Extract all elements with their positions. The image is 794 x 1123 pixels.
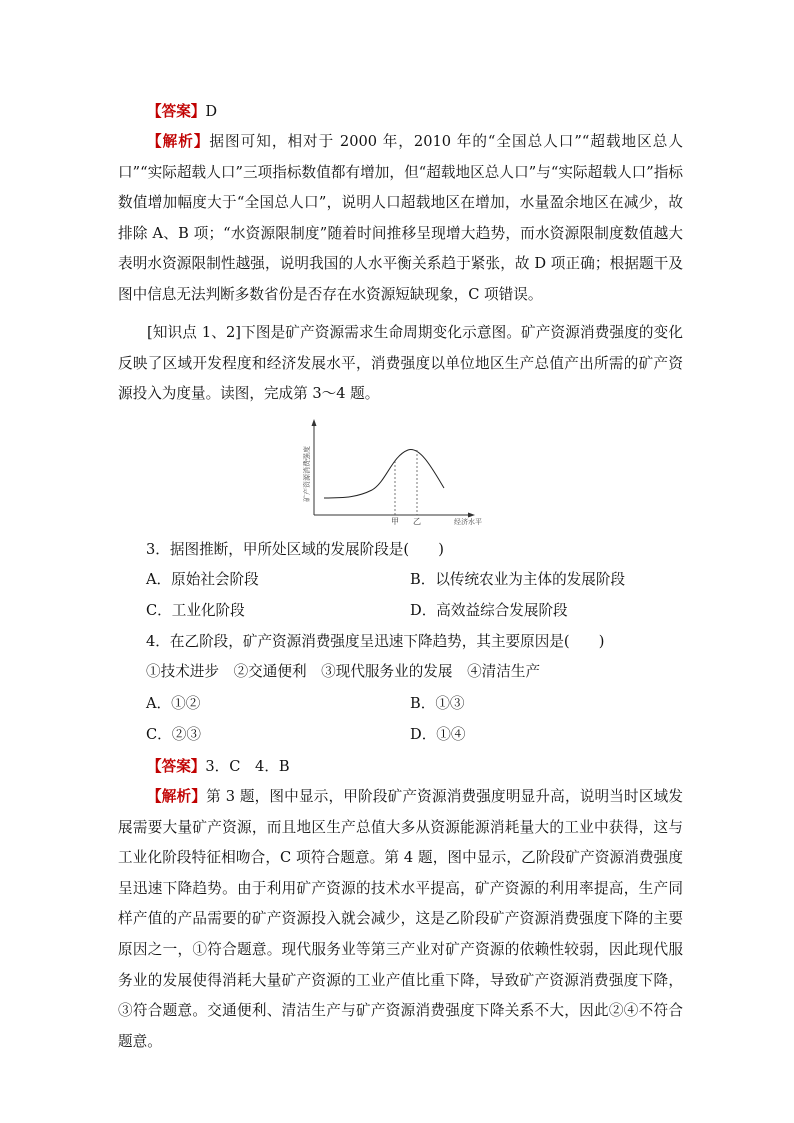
- option-c: C．②③: [146, 726, 201, 743]
- option-a: A．原始社会阶段: [146, 571, 259, 588]
- analysis-text: 据图可知，相对于 2000 年，2010 年的“全国总人口”“超载地区总人口”“实际超载人口”三项指标数值都有增加，但“超载地区总人口”与“实际超载人口”指标数值增加幅度大于“全国总人口”，说明人口超载地区在增加，水量盈余地区在减少，故排除 A、B 项；“水资源限制度”随着时间推移呈现增大趋势，而水资源限制度数值越大表明水资源限制性越强，说明我国的人水平衡关系趋于紧张，故 D 项正确；根据题干及图中信息无法判断多数省份是否存在水资源短缺现象，C 项错误。: [118, 133, 683, 303]
- question-3-options-row-2: [146, 596, 686, 626]
- mark-b-label: 乙: [413, 517, 421, 526]
- option-d: D．①④: [410, 726, 466, 743]
- analysis-tag: 【解析】: [147, 133, 210, 150]
- answer-tag: 【答案】: [147, 103, 206, 120]
- option-d: D．高效益综合发展阶段: [410, 602, 568, 619]
- y-axis-label: 矿产资源消费强度: [303, 446, 311, 502]
- answer-tag: 【答案】: [147, 758, 206, 775]
- x-axis-arrow-icon: [468, 513, 475, 518]
- question-4-options-row-2: [146, 720, 686, 750]
- question-4-items: ①技术进步 ②交通便利 ③现代服务业的发展 ④清洁生产: [146, 663, 541, 680]
- question-3-stem: 3．据图推断，甲所处区域的发展阶段是( ): [146, 541, 444, 558]
- answer-1: [118, 97, 683, 128]
- answer-text: 3．C 4．B: [205, 758, 290, 775]
- demand-curve: [324, 450, 444, 498]
- mark-a-label: 甲: [391, 517, 399, 526]
- answer-2: [118, 752, 683, 783]
- option-c: C．工业化阶段: [146, 602, 245, 619]
- option-a: A．①②: [146, 695, 201, 712]
- option-b: B．以传统农业为主体的发展阶段: [410, 571, 626, 588]
- x-axis-label: 经济水平: [454, 518, 482, 526]
- y-axis-arrow-icon: [312, 419, 317, 426]
- analysis-1: [118, 127, 683, 311]
- answer-text: D: [205, 103, 218, 120]
- option-b: B．①③: [410, 695, 465, 712]
- question-4-stem: 4．在乙阶段，矿产资源消费强度呈迅速下降趋势，其主要原因是( ): [146, 633, 605, 650]
- question-3-options-row-1: [146, 565, 686, 595]
- question-intro: [知识点 1、2]下图是矿产资源需求生命周期变化示意图。矿产资源消费强度的变化反映了区域开发程度和经济发展水平，消费强度以单位地区生产总值产出所需的矿产资源投入为度量。读图，完成第 3～4 题。: [118, 324, 683, 403]
- analysis-tag: 【解析】: [147, 788, 207, 805]
- analysis-2: [118, 782, 683, 1057]
- question-4-options-row-1: [146, 689, 686, 719]
- mineral-demand-lifecycle-figure: [296, 418, 496, 526]
- analysis-text: 第 3 题，图中显示，甲阶段矿产资源消费强度明显升高，说明当时区域发展需要大量矿产资源，而且地区生产总值大多从资源能源消耗量大的工业中获得，这与工业化阶段特征相吻合，C 项符合题意。第 4 题，图中显示，乙阶段矿产资源消费强度呈迅速下降趋势。由于利用矿产资源的技术水平提高，矿产资源的利用率提高，生产同样产值的产品需要的矿产资源投入就会减少，这是乙阶段矿产资源消费强度下降的主要原因之一，①符合题意。现代服务业等第三产业对矿产资源的依赖性较弱，因此现代服务业的发展使得消耗大量矿产资源的工业产值比重下降，导致矿产资源消费强度下降，③符合题意。交通便利、清洁生产与矿产资源消费强度下降关系不大，因此②④不符合题意。: [118, 788, 683, 1050]
